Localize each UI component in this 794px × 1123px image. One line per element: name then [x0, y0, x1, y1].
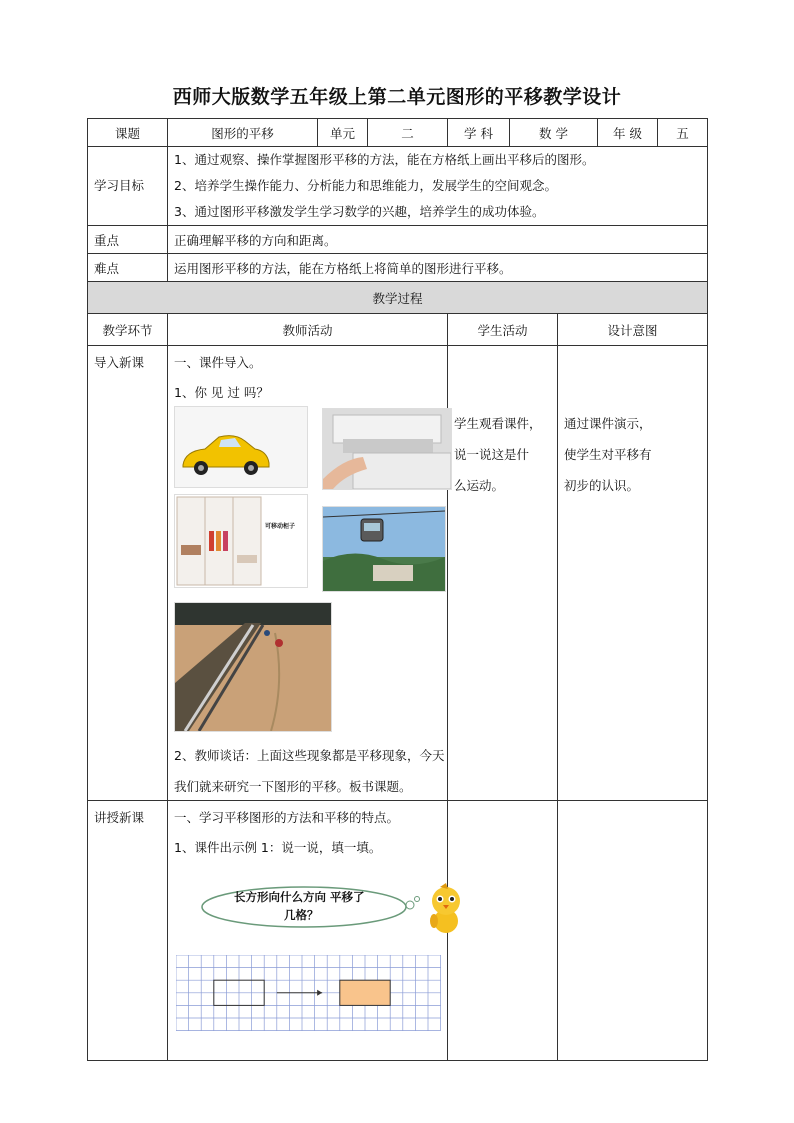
objective-item: 3、通过图形平移激发学生学习数学的兴趣，培养学生的成功体验。 [174, 204, 545, 219]
intro-talk-line2: 我们就来研究一下图形的平移。板书课题。 [174, 779, 412, 794]
objective-item: 1、通过观察、操作掌握图形平移的方法，能在方格纸上画出平移后的图形。 [174, 152, 595, 167]
objectives-label-text: 学习目标 [94, 178, 145, 193]
intro-heading: 一、课件导入。 [174, 355, 262, 370]
new-heading: 一、学习平移图形的方法和平移的特点。 [174, 810, 400, 825]
lesson-table [87, 118, 708, 1061]
topic-label: 课题 [88, 119, 168, 147]
grade-value: 五 [658, 119, 708, 147]
key-point-label: 重点 [88, 226, 168, 254]
key-point-text: 正确理解平移的方向和距离。 [168, 226, 708, 254]
unit-value: 二 [368, 119, 448, 147]
slope-image [174, 602, 332, 732]
stage-new [88, 801, 168, 1061]
unit-label: 单元 [318, 119, 368, 147]
col-header-stage: 教学环节 [88, 314, 168, 346]
subject-value: 数 学 [510, 119, 598, 147]
intent-line: 使学生对平移有 [564, 447, 652, 462]
chick-mascot-icon [426, 883, 466, 935]
objectives-cell [168, 147, 708, 226]
objective-item: 2、培养学生操作能力、分析能力和思维能力，发展学生的空间观念。 [174, 178, 557, 193]
process-title: 教学过程 [88, 282, 708, 314]
new-example: 1、课件出示例 1：说一说，填一填。 [174, 840, 382, 855]
grade-label: 年 级 [598, 119, 658, 147]
student-activity-intro [448, 346, 558, 801]
intent-line: 初步的认识。 [564, 478, 640, 493]
cable-car-image [322, 506, 446, 592]
intent-intro [558, 346, 708, 801]
intro-question: 1、你 见 过 吗？ [174, 385, 269, 400]
arrow-head-icon [317, 990, 322, 996]
wardrobe-image [174, 494, 308, 588]
col-header-student: 学生活动 [448, 314, 558, 346]
document-title: 西师大版数学五年级上第二单元图形的平移教学设计 [172, 86, 622, 108]
stage-intro-text: 导入新课 [94, 355, 145, 370]
col-header-intent: 设计意图 [558, 314, 708, 346]
drawer-image [322, 408, 452, 490]
col-header-teacher: 教师活动 [168, 314, 448, 346]
teacher-activity-new [168, 801, 448, 1061]
student-line: 说一说这是什 [454, 447, 530, 462]
grid-svg [176, 955, 444, 1037]
translated-rectangle [340, 980, 390, 1005]
difficulty-text: 运用图形平移的方法，能在方格纸上将简单的图形进行平移。 [168, 254, 708, 282]
teacher-activity-intro [168, 346, 448, 801]
bubble-line2: 几格？ [284, 908, 319, 922]
difficulty-label: 难点 [88, 254, 168, 282]
speech-bubble [200, 885, 420, 931]
intent-line: 通过课件演示， [564, 416, 652, 431]
intro-talk-line1: 2、教师谈话：上面这些现象都是平移现象，今天 [174, 748, 445, 763]
grid-paper [176, 955, 444, 1037]
topic-value: 图形的平移 [168, 119, 318, 147]
subject-label: 学 科 [448, 119, 510, 147]
wardrobe-caption: 可移动柜子 [265, 523, 296, 530]
student-line: 么运动。 [454, 478, 505, 493]
stage-new-text: 讲授新课 [94, 810, 145, 825]
stage-intro [88, 346, 168, 801]
intent-new [558, 801, 708, 1061]
objectives-label [88, 147, 168, 226]
student-line: 学生观看课件， [454, 416, 542, 431]
bubble-line1: 长方形向什么方向 平移了 [234, 890, 365, 904]
car-image [174, 406, 308, 488]
